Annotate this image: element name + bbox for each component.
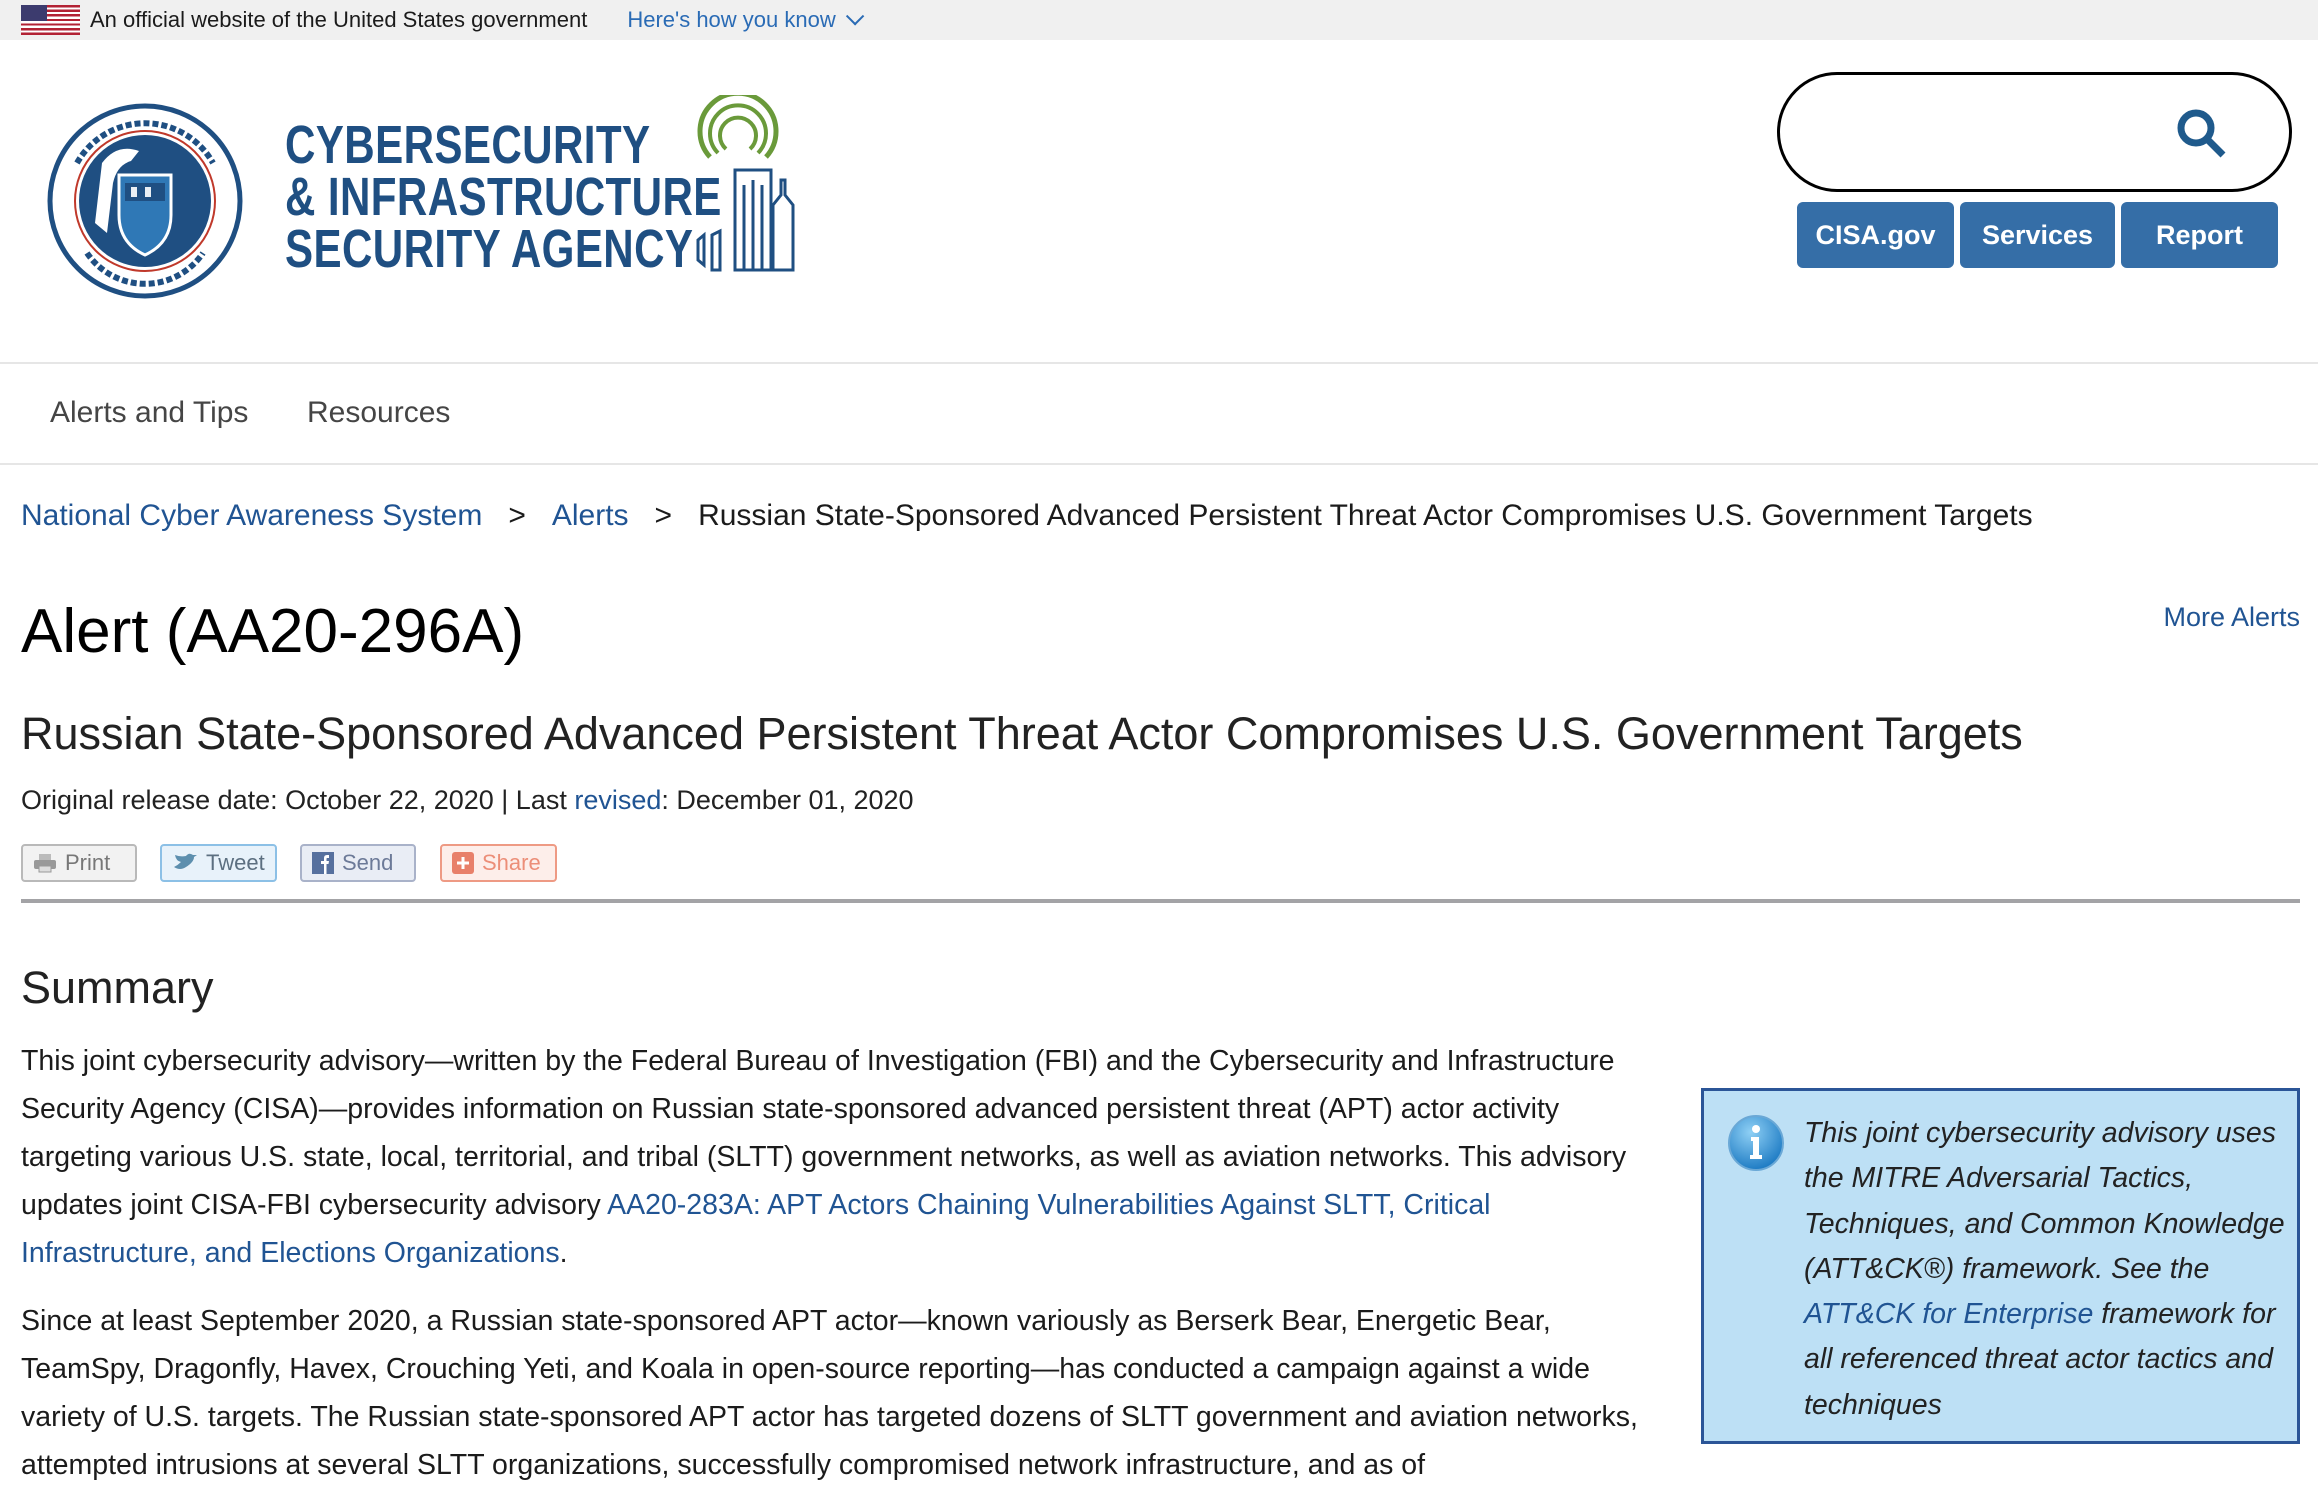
revised-date-text: : December 01, 2020 xyxy=(661,785,914,815)
services-button[interactable]: Services xyxy=(1960,202,2115,268)
send-button[interactable] xyxy=(300,844,416,882)
chevron-down-icon xyxy=(846,7,864,25)
report-button[interactable]: Report xyxy=(2121,202,2278,268)
tweet-button[interactable] xyxy=(160,844,277,882)
info-box-text xyxy=(1804,1111,2294,1428)
tweet-label: Tweet xyxy=(206,850,265,875)
content-divider xyxy=(21,899,2300,903)
release-date xyxy=(21,785,914,816)
facebook-icon xyxy=(312,852,334,874)
search-input[interactable] xyxy=(1777,72,2292,192)
header-divider xyxy=(0,362,2318,364)
summary-heading: Summary xyxy=(21,962,214,1013)
summary-p1-end: . xyxy=(559,1237,568,1269)
breadcrumb-separator: > xyxy=(508,499,526,532)
info-text-a: This joint cybersecurity advisory uses the MITRE Adversarial Tactics, Techniques, and Common Knowledge (ATT&CK®) framework. See the xyxy=(1804,1117,2285,1285)
page-title: Alert (AA20-296A) xyxy=(21,597,525,666)
cisa-gov-button[interactable]: CISA.gov xyxy=(1797,202,1954,268)
breadcrumb-current: Russian State-Sponsored Advanced Persistent Threat Actor Compromises U.S. Government Targets xyxy=(698,499,2033,532)
breadcrumb-separator: > xyxy=(654,499,673,532)
cisa-seal-logo[interactable] xyxy=(47,103,243,299)
nav-resources[interactable]: Resources xyxy=(307,396,451,429)
attack-info-box xyxy=(1701,1088,2300,1444)
info-text-b: framework for all referenced threat actor tactics and techniques xyxy=(1804,1298,2276,1421)
twitter-bird-icon xyxy=(172,853,198,873)
revised-link[interactable]: revised xyxy=(574,785,662,815)
print-button[interactable] xyxy=(21,844,137,882)
send-label: Send xyxy=(342,850,394,875)
logo-skyline-icon xyxy=(690,95,810,280)
release-date-text: Original release date: October 22, 2020 | Last xyxy=(21,785,575,815)
how-you-know-toggle[interactable] xyxy=(627,7,862,33)
info-icon xyxy=(1726,1113,1786,1173)
how-you-know-label: Here's how you know xyxy=(627,7,836,32)
attack-enterprise-link[interactable]: ATT&CK for Enterprise xyxy=(1804,1298,2094,1331)
gov-banner xyxy=(0,0,2318,40)
logo-text-line2: & INFRASTRUCTURE xyxy=(285,167,722,227)
summary-paragraph-1 xyxy=(21,1037,1661,1277)
more-alerts-link[interactable]: More Alerts xyxy=(2163,602,2300,632)
search-icon[interactable] xyxy=(2175,107,2229,161)
summary-p1-text: This joint cybersecurity advisory—written by the Federal Bureau of Investigation (FBI) and the Cybersecurity and Infrastructure Security Agency (CISA)—provides information on Russian state-sponsored advanced persistent threat (APT) actor activity targeting various U.S. state, local, territorial, and tribal (SLTT) government networks, as well as aviation networks. This advisory updates joint CISA-FBI cybersecurity advisory xyxy=(21,1045,1627,1221)
printer-icon xyxy=(33,853,57,873)
plus-share-icon xyxy=(452,852,474,874)
logo-text-line3: SECURITY AGENCY xyxy=(285,219,694,279)
gov-banner-text: An official website of the United States government xyxy=(90,7,588,32)
summary-paragraph-2: Since at least September 2020, a Russian state-sponsored APT actor—known variously as Berserk Bear, Energetic Bear, TeamSpy, Dragonfly, Havex, Crouching Yeti, and Koala in open-source reporting—has conducted a campaign against a wide variety of U.S. targets. The Russian state-sponsored APT actor has targeted dozens of SLTT government and aviation networks, attempted intrusions at several SLTT organizations, successfully compromised network infrastructure, and as of xyxy=(21,1305,1638,1481)
share-label: Share xyxy=(482,850,541,875)
breadcrumb-ncas[interactable]: National Cyber Awareness System xyxy=(21,499,483,532)
share-button[interactable] xyxy=(440,844,557,882)
nav-alerts-and-tips[interactable]: Alerts and Tips xyxy=(50,396,249,429)
logo-text-line1: CYBERSECURITY xyxy=(285,115,651,175)
aa20-283a-link[interactable]: AA20-283A: APT Actors Chaining Vulnerabilities Against SLTT, Critical Infrastructure, and Elections Organizations xyxy=(21,1189,1491,1269)
breadcrumb xyxy=(21,499,2033,533)
summary-body xyxy=(21,1037,1661,1509)
alert-subtitle: Russian State-Sponsored Advanced Persistent Threat Actor Compromises U.S. Government Targets xyxy=(21,708,2023,759)
print-label: Print xyxy=(65,850,111,875)
breadcrumb-alerts[interactable]: Alerts xyxy=(551,499,629,532)
nav-divider xyxy=(0,463,2318,465)
us-flag-icon xyxy=(21,5,80,35)
